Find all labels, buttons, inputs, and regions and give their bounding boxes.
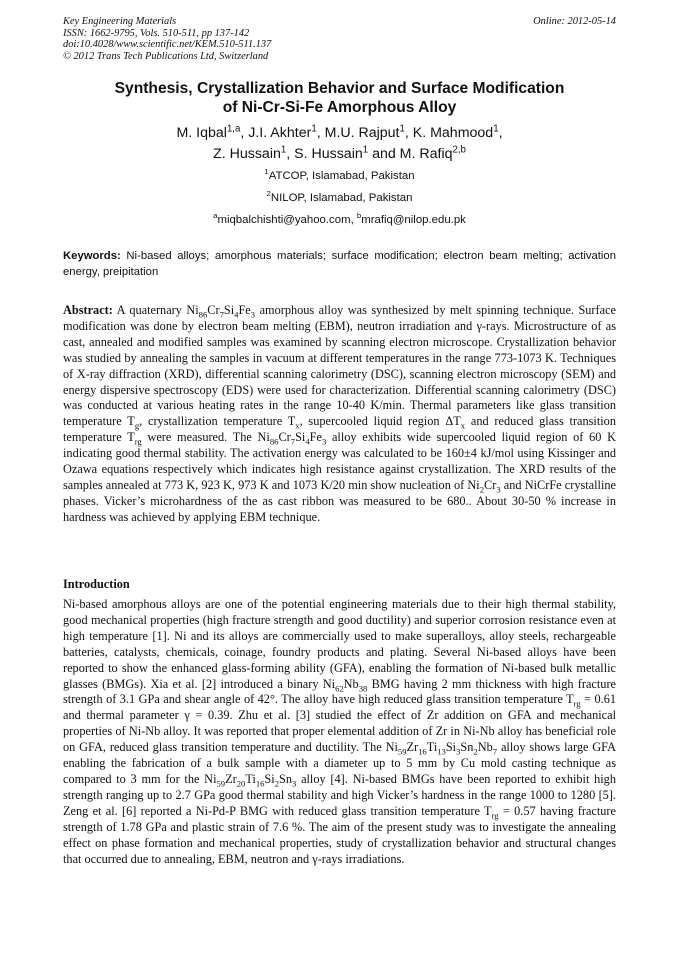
subscript: 13 — [437, 746, 446, 757]
author-sup: 1 — [493, 123, 499, 135]
affiliation-text: NILOP, Islamabad, Pakistan — [270, 192, 413, 204]
subscript: 59 — [397, 746, 407, 757]
abstract-text: Cr — [207, 303, 220, 317]
author-name: M. Iqbal — [176, 125, 227, 141]
email-sup: b — [356, 211, 362, 221]
email-link-b[interactable]: mrafiq@nilop.edu.pk — [361, 214, 466, 226]
section-heading-introduction: Introduction — [63, 577, 130, 591]
author-sup: 1 — [280, 144, 287, 156]
abstract-text: Cr — [278, 430, 291, 445]
author-name: Z. Hussain — [213, 146, 281, 162]
page-header — [63, 16, 616, 62]
subscript: 3 — [456, 746, 461, 757]
author-name: and M. Rafiq — [368, 146, 453, 162]
subscript: rg — [134, 436, 142, 447]
abstract-text: , supercooled liquid region ΔT — [299, 414, 461, 429]
doi-line: doi:10.4028/www.scientific.net/KEM.510-511.137 — [63, 39, 272, 51]
author-line-1 — [63, 123, 616, 144]
abstract-text: Cr — [484, 477, 497, 492]
journal-name: Key Engineering Materials — [63, 16, 177, 27]
author-name: , K. Mahmood — [404, 125, 494, 141]
online-date: Online: 2012-05-14 — [533, 16, 616, 27]
email-link-a[interactable]: miqbalchishti@yahoo.com, — [217, 214, 357, 226]
author-separator: , — [498, 125, 503, 141]
subscript: x — [460, 420, 466, 431]
subscript: 62 — [335, 682, 344, 693]
subscript: 3 — [250, 309, 256, 320]
subscript: 38 — [358, 682, 368, 693]
affiliation-1 — [63, 165, 616, 187]
intro-text: Nb — [343, 676, 359, 691]
subscript: x — [295, 420, 300, 431]
abstract-label: Abstract: — [63, 303, 113, 317]
author-sup: 1 — [399, 123, 405, 135]
copyright-line: © 2012 Trans Tech Publications Ltd, Switzerland — [63, 50, 269, 62]
intro-text: Si — [264, 771, 275, 786]
paper-title — [63, 80, 616, 117]
subscript: 2 — [473, 746, 478, 757]
intro-text: Nb — [477, 740, 493, 755]
subscript: 4 — [234, 309, 239, 320]
subscript: 86 — [269, 436, 279, 447]
subscript: 16 — [255, 778, 265, 789]
abstract-text: A quaternary Ni — [112, 303, 199, 317]
author-sup: 2,b — [452, 144, 466, 156]
intro-text: Ti — [245, 771, 256, 786]
author-list — [63, 123, 616, 165]
intro-text: alloy shows large GFA enabling the fabrication of a bulk sample with a diameter up to 5 mm by Cu mold casting technique as compared to 3 mm for the Ni — [63, 740, 616, 786]
affiliations — [63, 165, 616, 231]
abstract-text: Si — [223, 303, 235, 317]
abstract-text: Fe — [238, 303, 251, 317]
subscript: 16 — [418, 746, 427, 757]
abstract-text: and NiCrFe crystalline phases. Vicker’s microhardness of the as cast ribbon was measured to be 680.. About 30-50 % increase in hardness was achieved by applying EBM technique. — [63, 477, 616, 524]
author-name: , J.I. Akhter — [240, 125, 312, 141]
email-line — [63, 209, 616, 231]
affiliation-2 — [63, 187, 616, 209]
keywords-label: Keywords: — [63, 250, 121, 262]
subscript: g — [134, 420, 140, 431]
email-sup: a — [213, 211, 218, 221]
subscript: 7 — [492, 746, 498, 757]
affiliation-sup: 1 — [264, 167, 269, 177]
keywords-text: Ni-based alloys; amorphous materials; surface modification; electron beam melting; activation energy, preipitation — [63, 250, 616, 278]
author-name: , S. Hussain — [286, 146, 363, 162]
author-line-2 — [63, 144, 616, 165]
intro-text: = 0.61 and thermal parameter γ = 0.39. Zhu et al. [3] studied the effect of Zr addition on GFA and mechanical properties of Ni-Nb alloy. It was reported that proper elemental addition of Zr in Ni-Nb alloy has beneficial role on GFA, reduced glass transition temperature and ductility. The Ni — [63, 692, 616, 755]
author-sup: 1,a — [226, 123, 241, 135]
subscript: 4 — [305, 436, 310, 447]
intro-text: Ti — [426, 740, 438, 755]
abstract-text: were measured. The Ni — [141, 430, 270, 445]
intro-text: Ni-based amorphous alloys are one of the potential engineering materials due to their high thermal stability, good mechanical properties (high fracture strength and good ductility) and superior corrosion resistance even at high temperature [1]. Ni and its alloys are commercially used to make superalloys, alloy steels, rechargeable batteries, catalysts, chemicals, coinage, foundry products and plating. Several Ni-based alloys have been reported to show the enhanced glass-forming ability (GFA), enabling the formation of Ni-based bulk metallic glasses (BMGs). Xia et al. [2] introduced a binary Ni — [63, 597, 616, 691]
abstract-text: , crystallization temperature T — [139, 414, 296, 429]
subscript: rg — [491, 810, 499, 821]
subscript: 2 — [479, 484, 485, 495]
abstract-text: Fe — [309, 430, 322, 445]
keywords-block — [63, 248, 616, 280]
abstract-paragraph — [63, 303, 616, 526]
subscript: 3 — [321, 436, 327, 447]
subscript: 7 — [290, 436, 296, 447]
intro-text: alloy [4]. Ni-based BMGs have been reported to exhibit high strength ranging up to 2.7 GPa good thermal stability and high Vicker’s hardness in the range 1000 to 1280 [5]. Zeng et al. [6] reported a Ni-Pd-P BMG with reduced glass transition temperature T — [63, 771, 616, 818]
intro-text: = 0.57 having fracture strength of 1.78 GPa and plastic strain of 7.6 %. The aim of the present study was to investigate the annealing effect on phase formation and mechanical properties, study of crystallization behavior and structural changes that occurred due to annealing, EBM, neutron and γ-rays irradiations. — [63, 803, 616, 866]
subscript: 86 — [198, 309, 208, 320]
subscript: rg — [573, 698, 581, 709]
author-sup: 1 — [311, 123, 317, 135]
abstract-text: alloy exhibits wide supercooled liquid region of 60 K indicating good thermal stability. The activation energy was calculated to be 160±4 kJ/mol using Kissinger and Ozawa equations respectively which indicates high resistance against crystallization. The XRD results of the samples annealed at 773 K, 923 K, 973 K and 1073 K/20 min show nucleation of Ni — [63, 430, 616, 492]
subscript: 2 — [274, 778, 279, 789]
intro-text: Si — [445, 740, 457, 755]
intro-text: Sn — [279, 771, 292, 786]
subscript: 20 — [236, 778, 246, 789]
intro-text: Sn — [460, 740, 474, 755]
abstract-text: amorphous alloy was synthesized by melt spinning technique. Surface modification was done by electron beam melting (EBM), neutron irradiation and γ-rays. Microstructure of as cast, annealed and modified samples was examined by scanning electron microscope. Crystallization behavior was studied by annealing the samples in vacuum at different temperatures in the range 773-1073 K. Techniques of X-ray diffraction (XRD), differential scanning calorimetry (DSC), scanning electron microscopy (SEM) and energy dispersive spectroscopy (EDS) were used for characterization. Differential scanning calorimetry (DSC) was conducted at various heating rates in the range 10-40 K/min. Thermal parameters like glass transition temperature T — [63, 303, 616, 429]
intro-text: BMG having 2 mm thickness with high fracture strength of 3.1 GPa and shear angle of 42°. The alloy have high reduced glass transition temperature T — [63, 676, 616, 707]
intro-text: Zr — [225, 771, 237, 786]
title-line-1: Synthesis, Crystallization Behavior and Surface Modification — [114, 80, 565, 97]
abstract-text: and reduced glass transition temperature T — [63, 414, 616, 445]
issn-line: ISSN: 1662-9795, Vols. 510-511, pp 137-142 — [63, 27, 250, 39]
intro-text: Zr — [406, 740, 419, 755]
author-name: , M.U. Rajput — [316, 125, 400, 141]
introduction-block — [63, 597, 616, 867]
abstract-block — [63, 303, 616, 526]
subscript: 3 — [292, 778, 297, 789]
title-line-2: of Ni-Cr-Si-Fe Amorphous Alloy — [222, 98, 457, 116]
author-sup: 1 — [362, 144, 369, 156]
introduction-paragraph — [63, 597, 616, 867]
subscript: 7 — [219, 309, 224, 320]
subscript: 59 — [216, 778, 226, 789]
affiliation-sup: 2 — [266, 189, 271, 199]
affiliation-text: ATCOP, Islamabad, Pakistan — [268, 170, 415, 182]
abstract-text: Si — [295, 430, 306, 445]
subscript: 3 — [496, 484, 501, 495]
